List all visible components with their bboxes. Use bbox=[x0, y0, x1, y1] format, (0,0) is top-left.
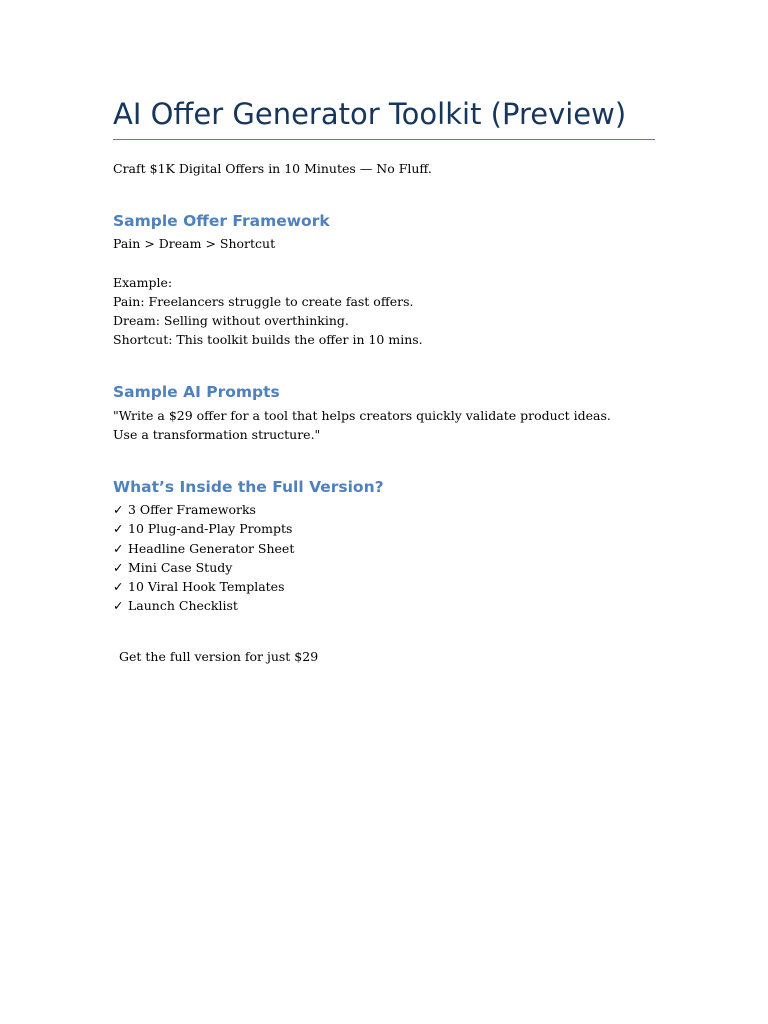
example-label: Example: bbox=[113, 274, 173, 290]
framework-heading: Sample Offer Framework bbox=[113, 212, 330, 230]
check-icon: ✓ bbox=[113, 540, 124, 556]
document-title: AI Offer Generator Toolkit (Preview) bbox=[113, 97, 627, 131]
framework-body bbox=[113, 234, 633, 350]
prompts-heading: Sample AI Prompts bbox=[113, 383, 280, 401]
check-icon: ✓ bbox=[113, 579, 124, 595]
spacer bbox=[113, 253, 633, 272]
checklist-item-label: Headline Generator Sheet bbox=[128, 540, 295, 556]
checklist-item bbox=[113, 577, 633, 596]
checklist-item-label: 10 Viral Hook Templates bbox=[128, 579, 285, 595]
check-icon: ✓ bbox=[113, 521, 124, 537]
checklist-item bbox=[113, 596, 633, 615]
checklist-item-label: Mini Case Study bbox=[128, 559, 233, 575]
checklist-item-label: Launch Checklist bbox=[128, 598, 238, 614]
checklist-item bbox=[113, 539, 633, 558]
checklist-item bbox=[113, 558, 633, 577]
sample-prompt-text: "Write a $29 offer for a tool that helps creators quickly validate product ideas. Use a transformation structure." bbox=[113, 408, 611, 443]
example-dream: Dream: Selling without overthinking. bbox=[113, 313, 349, 329]
title-underline bbox=[113, 139, 655, 140]
checklist-item bbox=[113, 519, 633, 538]
document-subtitle: Craft $1K Digital Offers in 10 Minutes — No Fluff. bbox=[113, 161, 432, 176]
check-icon: ✓ bbox=[113, 502, 124, 517]
checklist-item-label: 10 Plug-and-Play Prompts bbox=[128, 521, 293, 537]
check-icon: ✓ bbox=[113, 598, 124, 614]
inside-heading: What’s Inside the Full Version? bbox=[113, 478, 384, 496]
inside-checklist bbox=[113, 500, 633, 616]
example-shortcut: Shortcut: This toolkit builds the offer in 10 mins. bbox=[113, 332, 423, 348]
checklist-item-label: 3 Offer Frameworks bbox=[128, 502, 256, 517]
example-pain: Pain: Freelancers struggle to create fast offers. bbox=[113, 293, 414, 309]
cta-text: Get the full version for just $29 bbox=[119, 649, 319, 664]
check-icon: ✓ bbox=[113, 559, 124, 575]
framework-formula: Pain > Dream > Shortcut bbox=[113, 236, 276, 251]
checklist-item bbox=[113, 500, 633, 519]
